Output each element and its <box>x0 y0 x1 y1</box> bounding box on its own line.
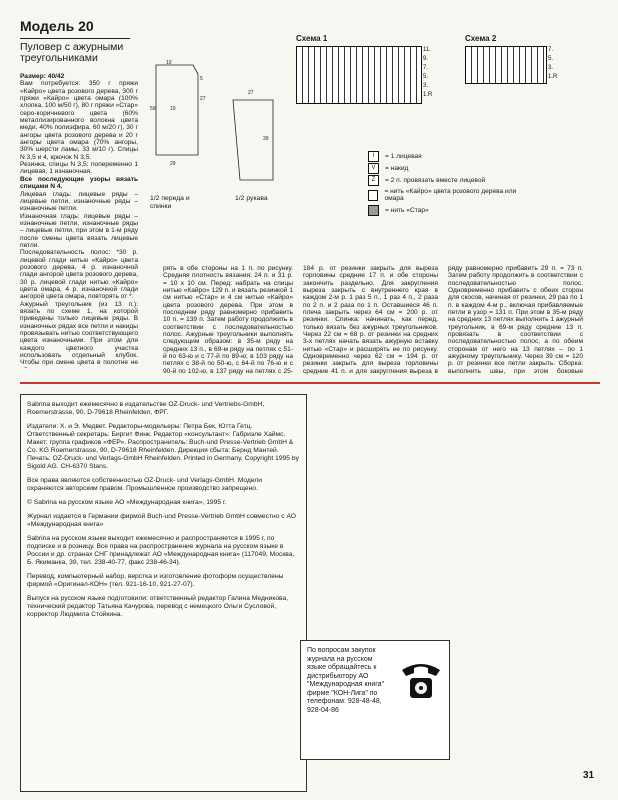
legend-text: = накид <box>385 164 409 172</box>
size-text: Размер: 40/42 <box>20 73 65 80</box>
schema1-rows <box>423 46 432 100</box>
credit-paragraph: Выпуск на русском языке подготовили: ответственный редактор Галина Медникова, технический редактор Татьяна Качурова, перевод с немецкого Ольги Сусловой, корректор Людмила Стойкина. <box>27 595 289 618</box>
pattern-diagram <box>148 60 278 190</box>
legend-item <box>368 150 528 162</box>
row-label: 3. <box>548 65 554 71</box>
legend-symbol: Z <box>368 175 379 186</box>
credit-paragraph: Все права являются собственностью OZ-Druck- und Verlags-GmbH. Модели охраняются авторским правом. Промышленное производство запрещено. <box>27 477 262 492</box>
legend-text: = 2 п. провязать вместе лицевой <box>385 176 486 184</box>
legend-text: = нить «Стар» <box>385 206 429 214</box>
row-label: 7. <box>423 65 429 71</box>
schema1-chart <box>296 46 422 104</box>
page-title: Модель 20 <box>20 18 94 34</box>
legend-symbol <box>368 190 378 201</box>
instructions-column-4: ряду равномерно прибавить 29 п. = 73 п. Затем работу продолжить в соответствии с последовательностью полос. Одновременно прибавить с обеих сторон для скосов, начиная от резинки, 29 раз по 1 п. в каждом 4-м р., включая прибавляемые петли в узор = 131 п. При этом в 35-м ряду на средних 13 петлях выполнить 1 ажурный треугольник, в 69-м ряду средние 13 п. провязать в соответствии с последовательностью полос, а по обеим сторонам от него на 13 петлях – по 1 ажурному треугольнику. Через 39 см = 120 р. от резинки все петли закрыть. Сборка: выполнить швы, при этом боковые <box>448 265 583 375</box>
instructions-column-1 <box>20 73 138 368</box>
credit-paragraph: Издатели: Х. и Э. Медвет. Редакторы-модельеры: Петра Бек, Ютта Гетц. Ответственный секретарь: Биргит Финк. Редактор «консультант»: Габриэле Хаймс. Макет: группа графиков «ФЕР». Распространитель: Buch-und Presse-Vertrieb GmbH & Co. KG Roemerstrasse, 90, D-79618 Rheinfelden. Дирекция сбыта: Бернд Мантей. Печать: OZ-Druck- und Verlags-GmbH Rheinfelden. Printed in Germany, Copyright 1995 by Sigold AG. CH-6370 Stans. <box>27 423 299 470</box>
distributor-text: По вопросам закупок журнала на русском языке обращайтесь к дистрибьютору АО "Международная книга" фирме "КОН-Лига" по телефонам: 928-48-48, 928-04-86 <box>307 647 385 714</box>
dim-label: 39 <box>263 136 269 142</box>
row-label: 7. <box>548 47 554 53</box>
row-label: 5. <box>423 74 429 80</box>
legend-item <box>368 162 528 174</box>
dim-label: 19 <box>170 106 176 112</box>
legend-item <box>368 204 528 216</box>
row-label: 3. <box>423 83 429 89</box>
schema2-title: Схема 2 <box>465 34 497 43</box>
credits-box <box>20 394 307 792</box>
dim-label: 27 <box>248 90 254 96</box>
dim-label: 59 <box>150 106 156 112</box>
telephone-icon <box>398 660 444 702</box>
legend <box>368 150 528 216</box>
legend-item <box>368 186 528 204</box>
rib-text: Резинка, спицы N 3,5: попеременно 1 лицевая, 1 изнаночная. <box>20 161 138 176</box>
stockinette-text: Лицевая гладь: лицевые ряды – лицевые петли, изнаночные ряды – изнаночные петли. <box>20 190 138 213</box>
legend-symbol: I <box>368 151 379 162</box>
credit-paragraph: Журнал издается в Германии фирмой Buch-und Presse-Vertrieb GmbH совместно с АО «Международная книга» <box>27 513 297 528</box>
instructions-column-2: рять в обе стороны на 1 п. по рисунку. Средняя плотность вязания: 24 п. и 31 р. = 10 х 10 см. Перед: набрать на спицы нитью «Кайро» 129 п. и вязать резинкой 1 см нитью «Стар» и 4 см нитью «Кайро» цвета розового дерева. При этом в последнем ряду равномерно прибавить 10 п. = 139 п. Затем работу продолжить в соответствии с последовательностью полос. Ажурные треугольники выполнять следующим образом: в 35-м ряду на средних 13 п., в 69-м ряду на петлях с 51-й по 63-ю и с 77-й по 89-ю; в 103 ряду на петлях с 38-й по 50-ю, с 64-й по 76-ю и с 90-й по 102-ю, в 137 ряду на петлях с 25- <box>163 265 293 375</box>
sequence-text: Последовательность полос: *30 р. лицевой глади нитью «Кайро» цвета розового дерева, 4 р. изнаночной глади ангорой цвета розового дерева, 30 р. лицевой глади нитью «Кайро» цвета омара, 4 р. изнаночной глади ангорой цвета омара, повторять от *. <box>20 249 138 301</box>
row-label: 11. <box>423 47 431 53</box>
front-caption: 1/2 переда и спинки <box>150 195 190 210</box>
legend-text: = нить «Кайро» цвета розового дерева или омара <box>384 188 517 202</box>
row-label: 9. <box>423 56 429 62</box>
credit-paragraph: Перевод, компьютерный набор, верстка и изготовление фотоформ осуществлены фирмой «Оригинал-КОН» (тел. 921-16-10, 921-27-07). <box>27 573 284 588</box>
patterns-note: Все последующие узоры вязать спицами N 4. <box>20 175 138 191</box>
sleeve-caption: 1/2 рукава <box>235 195 268 202</box>
materials-text: Вам потребуется: 350 г пряжи «Кайро» цвета розового дерева, 300 г пряжи «Кайро» цвета омара (100% хлопка, 100 м/50 г), 80 г пряжи «Стар» серо-коричневого цвета (60% металлизированного волокна цвета меди, 40% полиэфира, 60 м/20 г), 30 г ангоры цвета розового дерева и 20 г ангоры цвета омара (70% ангоры, 30% шерсти ламы, 33 м/10 г). Спицы N 3,5 и 4, крючок N 3,5. <box>20 80 138 161</box>
legend-symbol <box>368 205 379 216</box>
schema2-chart <box>465 46 547 84</box>
credit-paragraph: Sabrina на русском языке выходит ежемесячно и распространяется в 1995 г. по подписке и в розницу. Все права на распространение журнала на русском языке в России и др. странах СНГ принадлежат АО «Международная книга» (117049, Москва, Б. Якиманка, 39, тел. 238-40-77, факс 238-46-34). <box>27 535 295 566</box>
legend-symbol: V <box>368 163 379 174</box>
reverse-text: Изнаночная гладь: лицевые ряды – изнаночные петли, изнаночные ряды – лицевые петли, при этом в 1-м ряду после смены цвета вязать лицевые петли. <box>20 212 138 249</box>
credit-paragraph: Sabrina выходит ежемесячно в издательстве OZ-Druck- und Vertriebs-GmbH, Roemerstrasse, 90, D-79618 Rheinfelden, ФРГ. <box>27 401 265 416</box>
page-subtitle: Пуловер с ажурными треугольниками <box>20 41 124 64</box>
schema2-rows <box>548 46 557 82</box>
dim-label: 27 <box>200 96 206 102</box>
page-number: 31 <box>583 770 595 781</box>
dim-label: 10 <box>166 60 172 66</box>
row-label: 1.R <box>423 92 433 98</box>
schema1-title: Схема 1 <box>296 34 328 43</box>
legend-item <box>368 174 528 186</box>
dim-label: 29 <box>170 161 176 167</box>
row-label: 1.R <box>548 74 558 80</box>
row-label: 5. <box>548 56 554 62</box>
credit-paragraph: © Sabrina на русском языке АО «Международная книга», 1995 г. <box>27 499 227 506</box>
dim-label: 5 <box>200 76 203 82</box>
instructions-column-3: 184 р. от резинки закрыть для выреза горловины средние 17 п. и обе стороны закончить раздельно. Для закругления выреза закрыть с внутреннего края в каждом 2-м р. 1 раз 5 п., 1 раз 4 п., 2 раза по 2 п. и 2 раза по 1 п. Оставшиеся 46 п. плеча закрыть через 64 см = 200 р. от резинки. Спинка: начинать, как перед, только вязать без ажурных треугольников. Через 22 см = 68 р. от резинки на средних 3-х петлях начать вязать ажурную вставку нитью «Стар» и расширять ее по рисунку. Одновременно через 62 см = 194 р. от резинки закрыть для выреза горловины средние 41 п. и для закругления выреза в <box>303 265 438 375</box>
section-divider <box>20 382 600 384</box>
triangle-text: Ажурный треугольник (из 13 п.): вязать по схеме 1, на которой приведены только лицевые ряды. В изнаночных рядах все петли и накиды провязывать нитью соответствующего цвета изнаночными. При этом для каждого цветного участка использовать отдельный клубок. Чтобы при смене цвета в полотне не <box>20 300 138 367</box>
front-back-outline <box>156 65 198 155</box>
title-rule <box>20 38 130 39</box>
legend-text: = 1 лицевая <box>385 152 422 160</box>
